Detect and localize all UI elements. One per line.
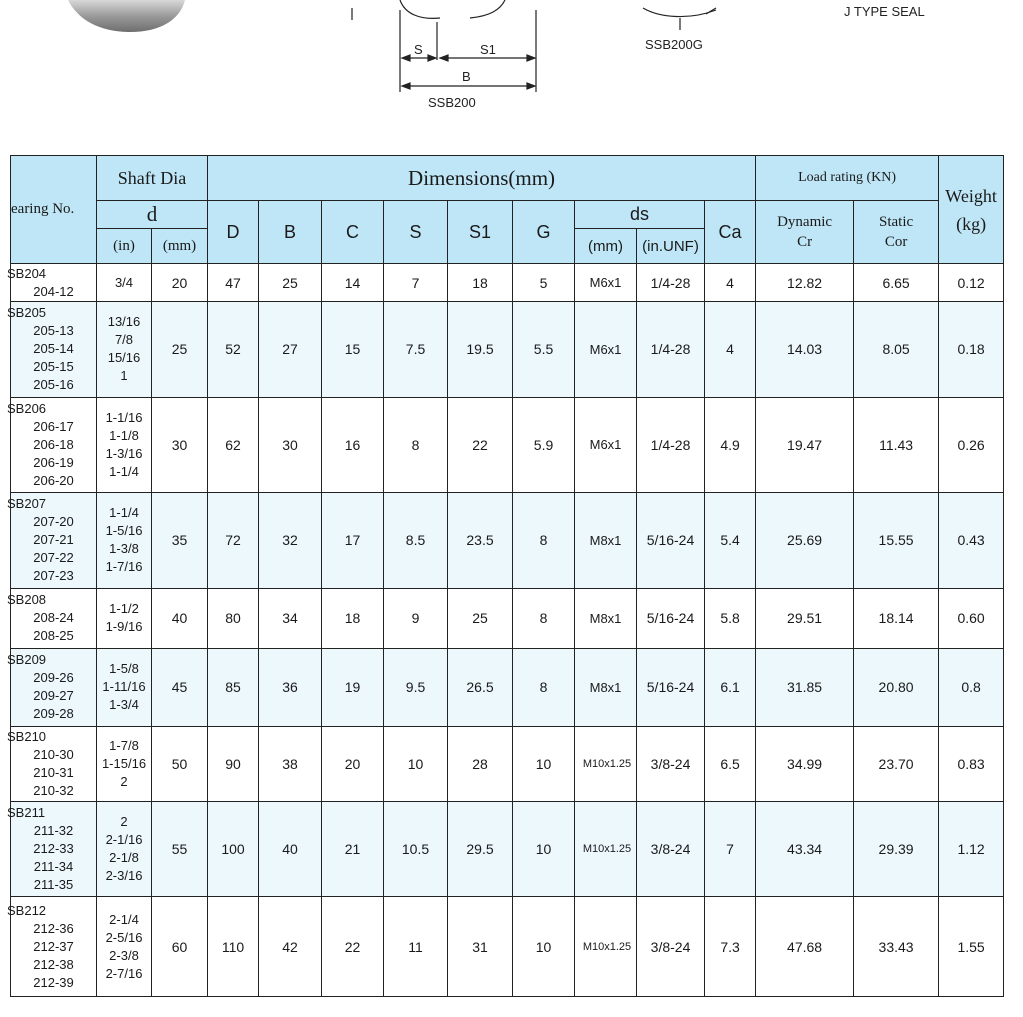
ssb200-section-drawing xyxy=(352,0,536,92)
static-cor-cell: 6.65 xyxy=(854,264,939,302)
static-cor-cell: 20.80 xyxy=(854,649,939,726)
dim-B-cell: 36 xyxy=(259,649,322,726)
weight-cell: 1.55 xyxy=(939,897,1004,997)
dim-S1-cell: 26.5 xyxy=(448,649,513,726)
bearing-series: SB212 xyxy=(7,902,47,918)
shaft-mm-cell: 60 xyxy=(152,897,208,997)
dim-s-label: S xyxy=(414,42,423,57)
shaft-in-cell: 2-1/4 2-5/16 2-3/8 2-7/16 xyxy=(97,897,152,997)
dynamic-cr-cell: 12.82 xyxy=(756,264,854,302)
header-dynamic: Dynamic Cr xyxy=(756,201,854,264)
dim-C-cell: 14 xyxy=(322,264,384,302)
dim-C-cell: 16 xyxy=(322,397,384,493)
bearing-variant: 205-13 xyxy=(33,323,74,339)
dim-G-cell: 10 xyxy=(513,801,575,897)
dim-B-cell: 32 xyxy=(259,493,322,589)
dim-S1-cell: 19.5 xyxy=(448,302,513,398)
static-cor-cell: 8.05 xyxy=(854,302,939,398)
bearing-variant: 204-12 xyxy=(33,283,74,299)
dynamic-cr-cell: 47.68 xyxy=(756,897,854,997)
dim-D-cell: 47 xyxy=(208,264,259,302)
dim-C-cell: 18 xyxy=(322,588,384,648)
ds-mm-cell: M10x1.25 xyxy=(575,726,637,801)
dim-G-cell: 5.5 xyxy=(513,302,575,398)
bearing-series: SB205 xyxy=(7,305,47,321)
dim-S1-cell: 23.5 xyxy=(448,493,513,589)
bearing-no-cell xyxy=(7,493,97,589)
header-C: C xyxy=(322,201,384,264)
header-S: S xyxy=(384,201,448,264)
dynamic-cr-cell: 25.69 xyxy=(756,493,854,589)
shaft-in-cell: 2 2-1/16 2-1/8 2-3/16 xyxy=(97,801,152,897)
header-ds-unf: (in.UNF) xyxy=(637,229,705,264)
dim-B-cell: 38 xyxy=(259,726,322,801)
bearing-spec-table xyxy=(7,155,1004,997)
ca-cell: 6.5 xyxy=(705,726,756,801)
dim-B-cell: 42 xyxy=(259,897,322,997)
header-B: B xyxy=(259,201,322,264)
ds-mm-cell: M8x1 xyxy=(575,588,637,648)
header-G: G xyxy=(513,201,575,264)
table-row xyxy=(11,897,1004,997)
bearing-series: SB210 xyxy=(7,728,47,744)
weight-cell: 0.26 xyxy=(939,397,1004,493)
bearing-drawing xyxy=(0,0,1023,150)
table-row xyxy=(11,264,1004,302)
dim-S1-cell: 18 xyxy=(448,264,513,302)
ca-cell: 5.8 xyxy=(705,588,756,648)
weight-cell: 0.12 xyxy=(939,264,1004,302)
header-Ca: Ca xyxy=(705,201,756,264)
dim-D-cell: 62 xyxy=(208,397,259,493)
bearing-variant: 209-28 xyxy=(33,706,74,722)
header-S1: S1 xyxy=(448,201,513,264)
bearing-no-cell xyxy=(7,397,97,493)
dynamic-cr-cell: 19.47 xyxy=(756,397,854,493)
ca-cell: 4 xyxy=(705,302,756,398)
dim-C-cell: 15 xyxy=(322,302,384,398)
header-D: D xyxy=(208,201,259,264)
bearing-photo-icon xyxy=(68,0,185,32)
shaft-mm-cell: 45 xyxy=(152,649,208,726)
ds-mm-cell: M6x1 xyxy=(575,302,637,398)
weight-cell: 0.60 xyxy=(939,588,1004,648)
header-static: Static Cor xyxy=(854,201,939,264)
bearing-variant: 205-15 xyxy=(33,359,74,375)
ds-unf-cell: 5/16-24 xyxy=(637,588,705,648)
bearing-variant: 212-39 xyxy=(33,974,74,990)
bearing-variant: 210-32 xyxy=(33,782,74,798)
dim-S1-cell: 22 xyxy=(448,397,513,493)
ds-mm-cell: M8x1 xyxy=(575,649,637,726)
shaft-mm-cell: 25 xyxy=(152,302,208,398)
header-bearing-no: earing No. xyxy=(11,156,97,264)
bearing-no-cell xyxy=(7,264,97,302)
dim-B-cell: 30 xyxy=(259,397,322,493)
ds-unf-cell: 3/8-24 xyxy=(637,897,705,997)
bearing-variant: 211-35 xyxy=(33,877,74,893)
ds-unf-cell: 3/8-24 xyxy=(637,726,705,801)
dim-S-cell: 10 xyxy=(384,726,448,801)
dim-S1-cell: 29.5 xyxy=(448,801,513,897)
shaft-mm-cell: 30 xyxy=(152,397,208,493)
bearing-no-cell xyxy=(7,302,97,398)
bearing-variant: 210-31 xyxy=(33,764,74,780)
dim-b-label: B xyxy=(462,69,471,84)
dim-S-cell: 9 xyxy=(384,588,448,648)
bearing-variant: 211-32 xyxy=(33,823,74,839)
shaft-in-cell: 1-1/16 1-1/8 1-3/16 1-1/4 xyxy=(97,397,152,493)
weight-cell: 0.8 xyxy=(939,649,1004,726)
weight-cell: 0.18 xyxy=(939,302,1004,398)
static-cor-cell: 15.55 xyxy=(854,493,939,589)
header-load-rating: Load rating (KN) xyxy=(756,156,939,201)
header-weight: Weight (kg) xyxy=(939,156,1004,264)
table-row xyxy=(11,726,1004,801)
bearing-no-cell xyxy=(7,801,97,897)
dim-S-cell: 10.5 xyxy=(384,801,448,897)
dim-D-cell: 90 xyxy=(208,726,259,801)
header-d-small: d xyxy=(97,201,208,229)
bearing-series: SB208 xyxy=(7,592,47,608)
ca-cell: 4 xyxy=(705,264,756,302)
dim-S-cell: 11 xyxy=(384,897,448,997)
static-cor-cell: 18.14 xyxy=(854,588,939,648)
ds-mm-cell: M8x1 xyxy=(575,493,637,589)
bearing-variant: 209-27 xyxy=(33,688,74,704)
ds-unf-cell: 3/8-24 xyxy=(637,801,705,897)
ds-unf-cell: 1/4-28 xyxy=(637,302,705,398)
dim-S-cell: 9.5 xyxy=(384,649,448,726)
table-row xyxy=(11,493,1004,589)
static-cor-cell: 23.70 xyxy=(854,726,939,801)
dim-G-cell: 8 xyxy=(513,588,575,648)
ca-cell: 7 xyxy=(705,801,756,897)
shaft-in-cell: 3/4 xyxy=(97,264,152,302)
dim-S-cell: 8 xyxy=(384,397,448,493)
ds-unf-cell: 1/4-28 xyxy=(637,264,705,302)
weight-cell: 1.12 xyxy=(939,801,1004,897)
dim-D-cell: 52 xyxy=(208,302,259,398)
dim-C-cell: 22 xyxy=(322,897,384,997)
bearing-variant: 206-19 xyxy=(33,454,74,470)
j-type-seal-caption: J TYPE SEAL xyxy=(844,4,925,19)
bearing-variant: 206-18 xyxy=(33,436,74,452)
ds-mm-cell: M10x1.25 xyxy=(575,801,637,897)
dim-G-cell: 10 xyxy=(513,726,575,801)
ca-cell: 4.9 xyxy=(705,397,756,493)
table-row xyxy=(11,588,1004,648)
dim-G-cell: 8 xyxy=(513,649,575,726)
bearing-series: SB207 xyxy=(7,496,47,512)
dim-D-cell: 85 xyxy=(208,649,259,726)
dim-C-cell: 21 xyxy=(322,801,384,897)
bearing-variant: 205-16 xyxy=(33,377,74,393)
bearing-variant: 212-37 xyxy=(33,938,74,954)
dim-B-cell: 25 xyxy=(259,264,322,302)
ds-mm-cell: M6x1 xyxy=(575,397,637,493)
table-row xyxy=(11,649,1004,726)
header-dimensions: Dimensions(mm) xyxy=(208,156,756,201)
bearing-variant: 212-38 xyxy=(33,956,74,972)
bearing-variant: 207-21 xyxy=(33,532,74,548)
header-in: (in) xyxy=(97,229,152,264)
bearing-variant: 212-36 xyxy=(33,920,74,936)
shaft-mm-cell: 20 xyxy=(152,264,208,302)
ca-cell: 7.3 xyxy=(705,897,756,997)
shaft-mm-cell: 40 xyxy=(152,588,208,648)
bearing-variant: 209-26 xyxy=(33,670,74,686)
bearing-series: SB211 xyxy=(7,805,46,821)
bearing-no-cell xyxy=(7,726,97,801)
ds-mm-cell: M6x1 xyxy=(575,264,637,302)
bearing-series: SB209 xyxy=(7,652,47,668)
bearing-variant: 207-20 xyxy=(33,514,74,530)
bearing-variant: 208-24 xyxy=(33,610,74,626)
static-cor-cell: 11.43 xyxy=(854,397,939,493)
shaft-in-cell: 1-1/4 1-5/16 1-3/8 1-7/16 xyxy=(97,493,152,589)
bearing-no-cell xyxy=(7,649,97,726)
dim-B-cell: 40 xyxy=(259,801,322,897)
dim-G-cell: 5 xyxy=(513,264,575,302)
ds-mm-cell: M10x1.25 xyxy=(575,897,637,997)
dim-C-cell: 20 xyxy=(322,726,384,801)
bearing-series: SB204 xyxy=(7,265,47,281)
dynamic-cr-cell: 43.34 xyxy=(756,801,854,897)
dim-S-cell: 7 xyxy=(384,264,448,302)
weight-cell: 0.43 xyxy=(939,493,1004,589)
dim-S1-cell: 28 xyxy=(448,726,513,801)
ca-cell: 5.4 xyxy=(705,493,756,589)
dim-G-cell: 8 xyxy=(513,493,575,589)
shaft-in-cell: 1-1/2 1-9/16 xyxy=(97,588,152,648)
dynamic-cr-cell: 34.99 xyxy=(756,726,854,801)
shaft-in-cell: 1-7/8 1-15/16 2 xyxy=(97,726,152,801)
ds-unf-cell: 5/16-24 xyxy=(637,649,705,726)
ds-unf-cell: 5/16-24 xyxy=(637,493,705,589)
dim-G-cell: 10 xyxy=(513,897,575,997)
table-row xyxy=(11,302,1004,398)
shaft-in-cell: 13/16 7/8 15/16 1 xyxy=(97,302,152,398)
dim-D-cell: 100 xyxy=(208,801,259,897)
dim-B-cell: 27 xyxy=(259,302,322,398)
shaft-mm-cell: 35 xyxy=(152,493,208,589)
bearing-variant: 208-25 xyxy=(33,628,74,644)
bearing-variant: 210-30 xyxy=(33,746,74,762)
dim-S1-cell: 25 xyxy=(448,588,513,648)
dim-s1-label: S1 xyxy=(480,42,496,57)
header-ds-mm: (mm) xyxy=(575,229,637,264)
dim-S-cell: 8.5 xyxy=(384,493,448,589)
table-row xyxy=(11,397,1004,493)
ca-cell: 6.1 xyxy=(705,649,756,726)
bearing-variant: 212-33 xyxy=(33,841,74,857)
bearing-no-cell xyxy=(7,588,97,648)
bearing-series: SB206 xyxy=(7,400,47,416)
bearing-no-cell xyxy=(7,897,97,997)
shaft-mm-cell: 50 xyxy=(152,726,208,801)
ssb200g-caption: SSB200G xyxy=(645,37,703,52)
static-cor-cell: 33.43 xyxy=(854,897,939,997)
ssb200g-drawing xyxy=(643,8,716,30)
dim-G-cell: 5.9 xyxy=(513,397,575,493)
shaft-in-cell: 1-5/8 1-11/16 1-3/4 xyxy=(97,649,152,726)
bearing-variant: 206-20 xyxy=(33,472,74,488)
bearing-variant: 207-22 xyxy=(33,550,74,566)
dim-D-cell: 80 xyxy=(208,588,259,648)
dim-S1-cell: 31 xyxy=(448,897,513,997)
dim-D-cell: 110 xyxy=(208,897,259,997)
weight-cell: 0.83 xyxy=(939,726,1004,801)
bearing-variant: 206-17 xyxy=(33,418,74,434)
ssb200-caption: SSB200 xyxy=(428,95,476,110)
dynamic-cr-cell: 29.51 xyxy=(756,588,854,648)
bearing-variant: 207-23 xyxy=(33,568,74,584)
dynamic-cr-cell: 31.85 xyxy=(756,649,854,726)
table-row xyxy=(11,801,1004,897)
dim-D-cell: 72 xyxy=(208,493,259,589)
drawing-area xyxy=(0,0,1023,150)
shaft-mm-cell: 55 xyxy=(152,801,208,897)
header-mm: (mm) xyxy=(152,229,208,264)
static-cor-cell: 29.39 xyxy=(854,801,939,897)
header-ds: ds xyxy=(575,201,705,229)
header-shaft-dia: Shaft Dia xyxy=(97,156,208,201)
dim-B-cell: 34 xyxy=(259,588,322,648)
dynamic-cr-cell: 14.03 xyxy=(756,302,854,398)
bearing-variant: 205-14 xyxy=(33,341,74,357)
dim-C-cell: 17 xyxy=(322,493,384,589)
bearing-variant: 211-34 xyxy=(33,859,74,875)
dim-S-cell: 7.5 xyxy=(384,302,448,398)
ds-unf-cell: 1/4-28 xyxy=(637,397,705,493)
dim-C-cell: 19 xyxy=(322,649,384,726)
